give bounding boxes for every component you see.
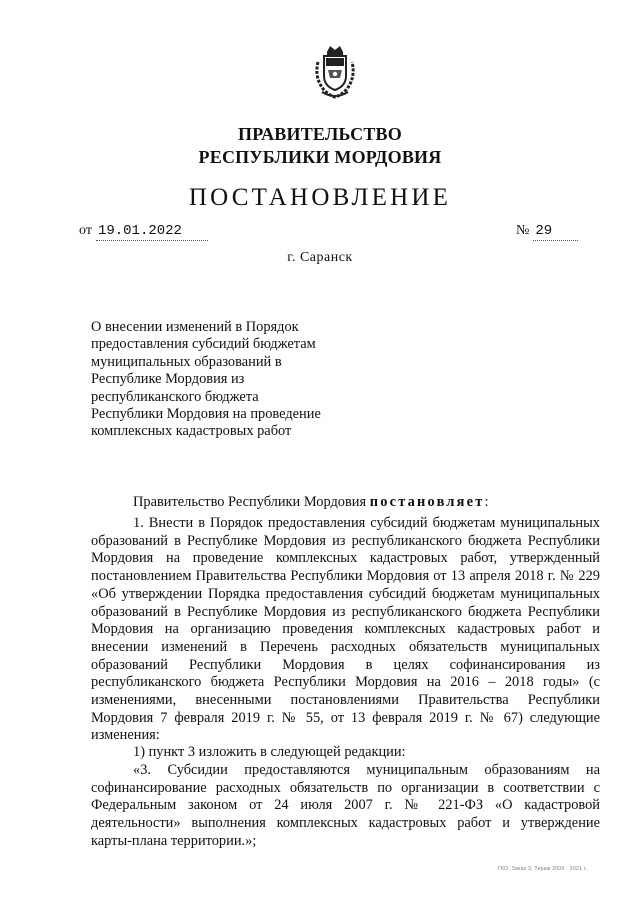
subject-line: муниципальных образований в bbox=[91, 353, 282, 370]
subject-line: комплексных кадастровых работ bbox=[91, 423, 292, 440]
subject-line: Республике Мордовия из bbox=[91, 371, 245, 388]
paragraph-2: 1) пункт 3 изложить в следующей редакции: bbox=[133, 744, 406, 760]
intro-text: Правительство Республики Мордовия bbox=[133, 494, 367, 510]
subject-line: О внесении изменений в Порядок bbox=[91, 319, 299, 335]
date-label: от bbox=[79, 223, 92, 238]
intro-colon: : bbox=[484, 494, 489, 510]
paragraph-3: «3. Субсидии предоставляются муниципальным образованиям на софинансирование расходных обязательств по организации в соответствии с Федеральным законом от 24 июля 2007 г. № 221-ФЗ «О кадастровой деятельности» выполнения комплексных кадастровых работ и утверждение карты-плана территории.»; bbox=[91, 762, 600, 849]
intro-emphasis: постановляет bbox=[369, 494, 485, 510]
subject-line: Республики Мордовия на проведение bbox=[91, 406, 321, 423]
document-type-title: ПОСТАНОВЛЕНИЕ bbox=[188, 184, 452, 211]
date-field bbox=[79, 223, 208, 241]
republic-header: РЕСПУБЛИКИ МОРДОВИЯ bbox=[198, 147, 442, 167]
number-value: 29 bbox=[533, 223, 578, 241]
subject-line: республиканского бюджета bbox=[91, 388, 259, 405]
subject-line: предоставления субсидий бюджетам bbox=[91, 336, 316, 353]
number-field bbox=[516, 223, 578, 241]
subject-block bbox=[91, 319, 367, 441]
coat-of-arms-icon bbox=[310, 42, 360, 102]
paragraph-1: 1. Внести в Порядок предоставления субсидий бюджетам муниципальных образований в Республике Мордовия из республиканского бюджета Республики Мордовия на проведение комплексных кадастровых работ, утвержденный постановлением Правительства Республики Мордовия от 13 апреля 2018 г. № 229 «Об утверждении Порядка предоставления субсидий бюджетам муниципальных образований в Республике Мордовия из республиканского бюджета Республики Мордовия на организацию проведения комплексных кадастровых работ и внесении изменений в Перечень расходных обязательств муниципальных образований Республики Мордовия в целях софинансирования из республиканского бюджета Республики Мордовия на 2016 – 2018 годы» (с изменениями, внесенными постановлениями Правительства Республики Мордовия 7 февраля 2019 г. № 55, от 13 февраля 2019 г. № 67) следующие изменения: bbox=[91, 515, 600, 744]
city-line: г. Саранск bbox=[287, 250, 353, 265]
government-header: ПРАВИТЕЛЬСТВО bbox=[238, 124, 402, 144]
number-label: № bbox=[516, 223, 530, 238]
print-code: ГКО, Заказ 3, Тираж 2000 · 2021 г. bbox=[498, 866, 588, 872]
resolution-intro bbox=[91, 494, 600, 512]
date-value: 19.01.2022 bbox=[96, 223, 208, 241]
